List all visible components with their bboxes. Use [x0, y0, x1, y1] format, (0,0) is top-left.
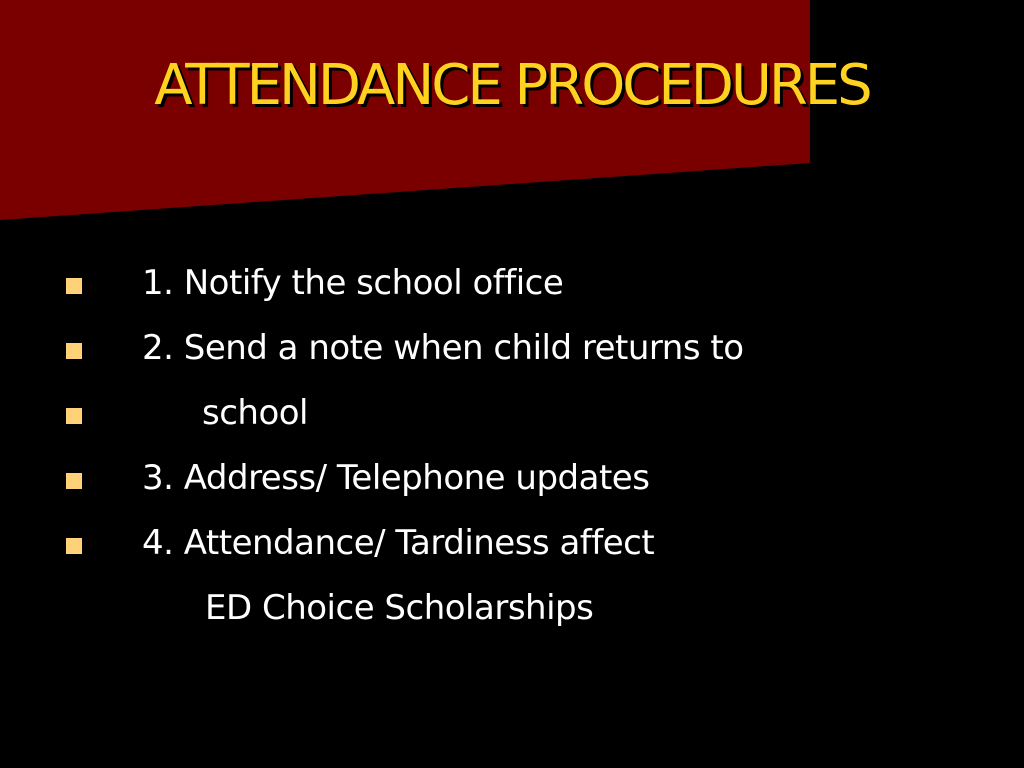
- list-item: [0, 319, 1000, 384]
- bullet-text: 4. Attendance/ Tardiness affect: [142, 523, 655, 563]
- list-item: [0, 449, 1000, 514]
- list-item-continuation: [0, 579, 1000, 639]
- square-bullet-icon: [66, 278, 82, 294]
- slide-title: ATTENDANCE PROCEDURES: [154, 53, 870, 118]
- bullet-text: 1. Notify the school office: [142, 263, 564, 303]
- list-item: [0, 254, 1000, 319]
- bullet-text: 2. Send a note when child returns to: [142, 328, 744, 368]
- bullet-list: [0, 254, 1000, 639]
- list-item: [0, 514, 1000, 579]
- square-bullet-icon: [66, 343, 82, 359]
- square-bullet-icon: [66, 473, 82, 489]
- square-bullet-icon: [66, 538, 82, 554]
- list-item: [0, 384, 1000, 449]
- bullet-text: 3. Address/ Telephone updates: [142, 458, 650, 498]
- bullet-continuation-text: ED Choice Scholarships: [205, 588, 594, 628]
- square-bullet-icon: [66, 408, 82, 424]
- bullet-text: school: [202, 393, 309, 433]
